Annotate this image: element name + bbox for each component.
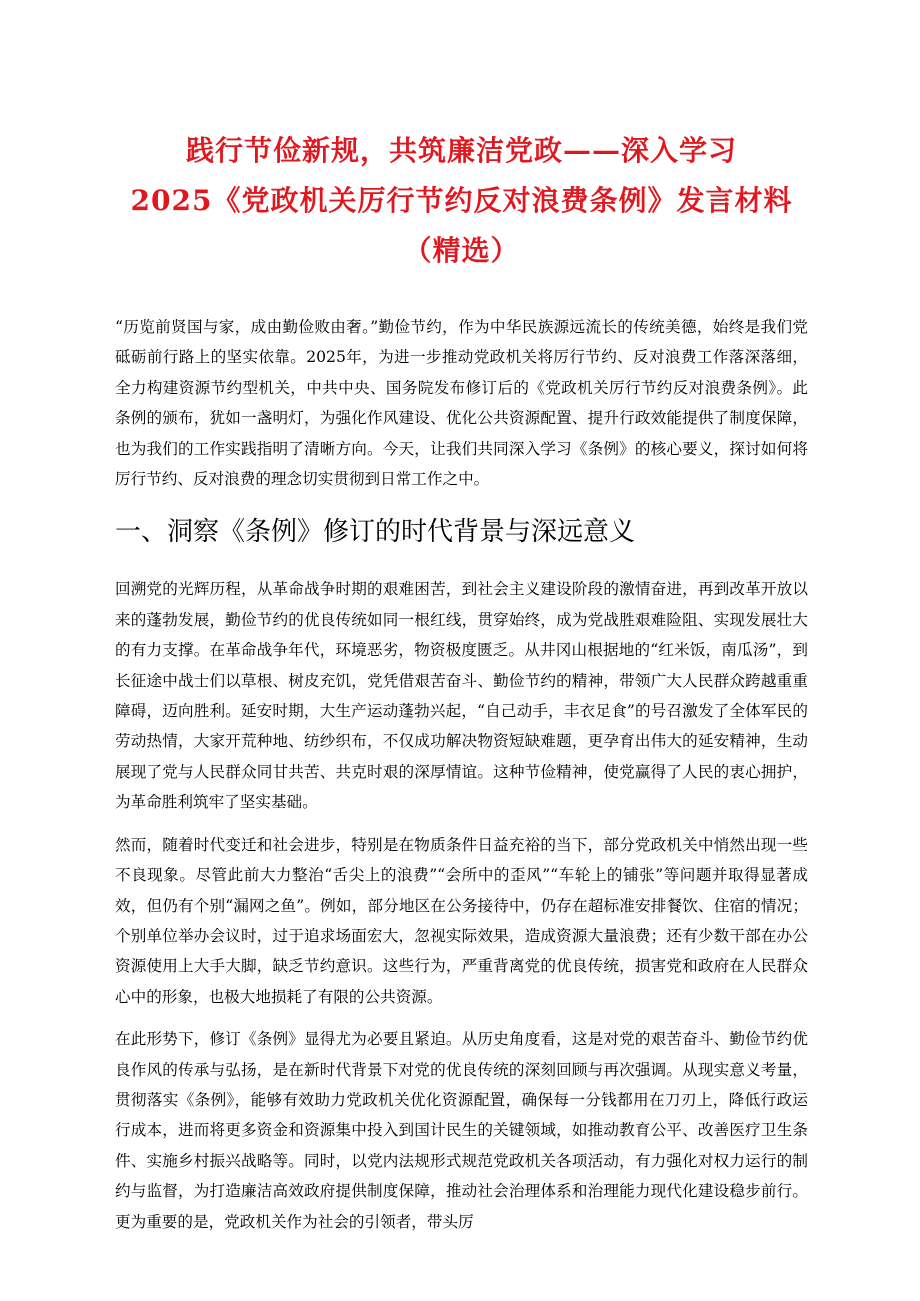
section-heading-1: 一、洞察《条例》修订的时代背景与深远意义 — [115, 517, 636, 548]
intro-paragraph: “历览前贤国与家，成由勤俭败由奢。”勤俭节约，作为中华民族源远流长的传统美德，始终是我们党砥砺前行路上的坚实依靠。2025年，为进一步推动党政机关将厉行节约、反对浪费工作落深落细，全力构建资源节约型机关，中共中央、国务院发布修订后的《党政机关厉行节约反对浪费条例》。此条例的颁布，犹如一盏明灯，为强化作风建设、优化公共资源配置、提升行政效能提供了制度保障，也为我们的工作实践指明了清晰方向。今天，让我们共同深入学习《条例》的核心要义，探讨如何将厉行节约、反对浪费的理念切实贯彻到日常工作之中。 — [115, 318, 808, 489]
title-line-3: （精选） — [403, 234, 520, 267]
body-paragraph-3: 在此形势下，修订《条例》显得尤为必要且紧迫。从历史角度看，这是对党的艰苦奋斗、勤俭节约优良作风的传承与弘扬，是在新时代背景下对党的优良传统的深刻回顾与再次强调。从现实意义考量，贯彻落实《条例》，能够有效助力党政机关优化资源配置，确保每一分钱都用在刀刃上，降低行政运行成本，进而将更多资金和资源集中投入到国计民生的关键领域，如推动教育公平、改善医疗卫生条件、实施乡村振兴战略等。同时，以党内法规形式规范党政机关各项活动，有力强化对权力运行的制约与监督，为打造廉洁高效政府提供制度保障，推动社会治理体系和治理能力现代化建设稳步前行。更为重要的是，党政机关作为社会的引领者，带头厉 — [115, 1030, 808, 1231]
body-paragraph-2: 然而，随着时代变迁和社会进步，特别是在物质条件日益充裕的当下，部分党政机关中悄然出现一些不良现象。尽管此前大力整治“舌尖上的浪费”“会所中的歪风”“车轮上的铺张”等问题并取得显著成效，但仍有个别“漏网之鱼”。例如，部分地区在公务接待中，仍存在超标准安排餐饮、住宿的情况；个别单位举办会议时，过于追求场面宏大，忽视实际效果，造成资源大量浪费；还有少数干部在办公资源使用上大手大脚，缺乏节约意识。这些行为，严重背离党的优良传统，损害党和政府在人民群众心中的形象，也极大地损耗了有限的公共资源。 — [115, 835, 808, 1006]
document-title — [115, 126, 808, 276]
title-line-1: 践行节俭新规，共筑廉洁党政——深入学习 — [185, 134, 737, 167]
title-line-2: 2025《党政机关厉行节约反对浪费条例》发言材料 — [130, 184, 793, 217]
body-paragraph-1: 回溯党的光辉历程，从革命战争时期的艰难困苦，到社会主义建设阶段的激情奋进，再到改革开放以来的蓬勃发展，勤俭节约的优良传统如同一根红线，贯穿始终，成为党战胜艰难险阻、实现发展壮大的有力支撑。在革命战争年代，环境恶劣，物资极度匮乏。从井冈山根据地的“红米饭，南瓜汤”，到长征途中战士们以草根、树皮充饥，党凭借艰苦奋斗、勤俭节约的精神，带领广大人民群众跨越重重障碍，迈向胜利。延安时期，大生产运动蓬勃兴起，“自己动手，丰衣足食”的号召激发了全体军民的劳动热情，大家开荒种地、纺纱织布，不仅成功解决物资短缺难题，更孕育出伟大的延安精神，生动展现了党与人民群众同甘共苦、共克时艰的深厚情谊。这种节俭精神，使党赢得了人民的衷心拥护，为革命胜利筑牢了坚实基础。 — [115, 580, 808, 812]
